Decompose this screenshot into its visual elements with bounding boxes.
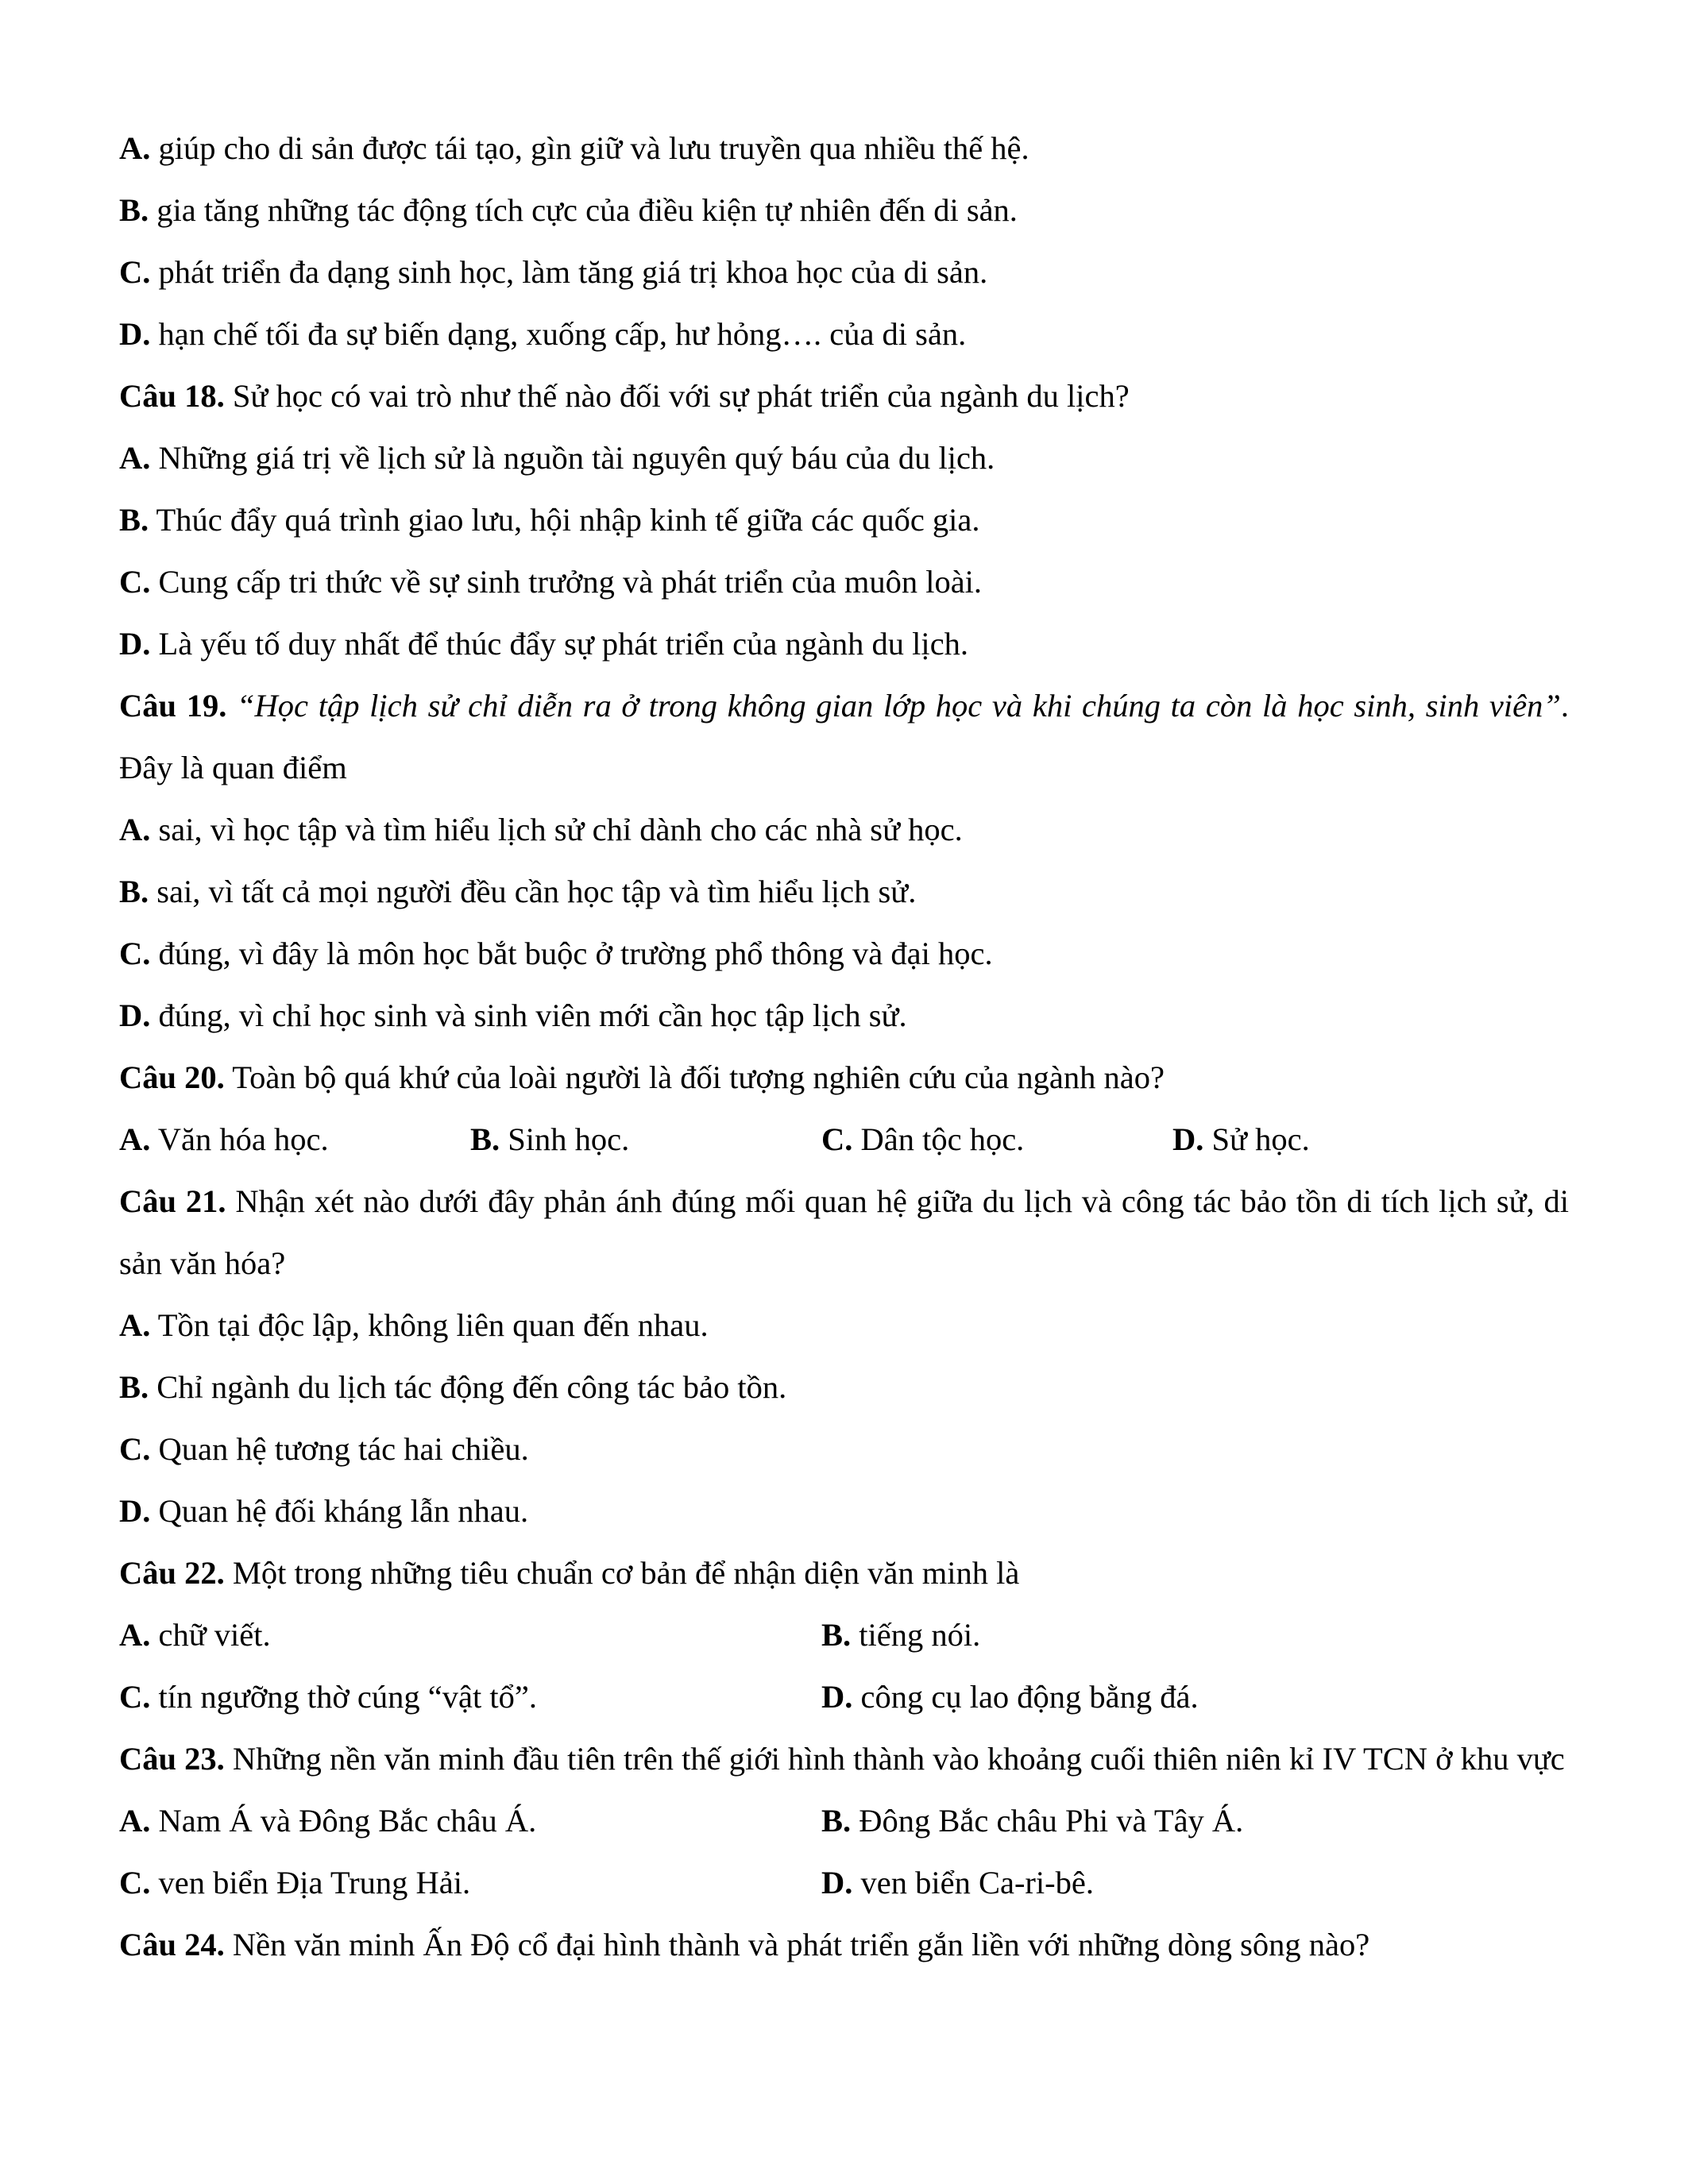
question-17-options xyxy=(119,118,1569,365)
option-c xyxy=(821,1109,1172,1171)
option-label: B. xyxy=(119,874,149,909)
option-label: C. xyxy=(119,1431,151,1467)
option-a xyxy=(119,799,1569,861)
option-text: tín ngưỡng thờ cúng “vật tổ”. xyxy=(158,1679,537,1715)
option-label: C. xyxy=(119,1865,151,1900)
option-b xyxy=(119,861,1569,923)
option-b xyxy=(119,179,1569,241)
option-label: C. xyxy=(119,254,151,290)
option-text: ven biển Ca-ri-bê. xyxy=(860,1865,1095,1900)
option-text: Cung cấp tri thức về sự sinh trưởng và phát triển của muôn loài. xyxy=(158,564,983,600)
question-19 xyxy=(119,675,1569,1047)
option-text: tiếng nói. xyxy=(859,1617,981,1653)
question-stem xyxy=(119,1171,1569,1295)
option-label: D. xyxy=(119,316,151,352)
option-text: Văn hóa học. xyxy=(157,1121,329,1157)
option-label: C. xyxy=(119,936,151,971)
option-a xyxy=(119,1790,821,1852)
question-number: Câu 24. xyxy=(119,1927,225,1962)
option-text: Quan hệ tương tác hai chiều. xyxy=(158,1431,529,1467)
question-text: . Đây là quan điểm xyxy=(119,688,1569,785)
option-d xyxy=(821,1852,1524,1914)
option-a xyxy=(119,1295,1569,1356)
question-22 xyxy=(119,1542,1569,1728)
option-label: B. xyxy=(119,1369,149,1405)
options-row xyxy=(119,1852,1569,1914)
option-label: B. xyxy=(821,1617,852,1653)
question-number: Câu 22. xyxy=(119,1555,225,1591)
question-20 xyxy=(119,1047,1569,1171)
question-text: Nền văn minh Ấn Độ cổ đại hình thành và phát triển gắn liền với những dòng sông nào? xyxy=(232,1927,1370,1962)
question-text: Sử học có vai trò như thế nào đối với sự phát triển của ngành du lịch? xyxy=(232,378,1130,414)
option-text: giúp cho di sản được tái tạo, gìn giữ và lưu truyền qua nhiều thế hệ. xyxy=(158,130,1029,166)
question-stem xyxy=(119,1542,1569,1604)
option-text: Nam Á và Đông Bắc châu Á. xyxy=(158,1803,537,1839)
option-c xyxy=(119,923,1569,985)
option-text: sai, vì học tập và tìm hiểu lịch sử chỉ dành cho các nhà sử học. xyxy=(158,812,963,847)
option-c xyxy=(119,1666,821,1728)
option-text: Tồn tại độc lập, không liên quan đến nhau. xyxy=(157,1307,709,1343)
option-text: đúng, vì đây là môn học bắt buộc ở trường phổ thông và đại học. xyxy=(158,936,993,971)
option-b xyxy=(470,1109,821,1171)
option-label: B. xyxy=(119,192,149,228)
option-label: D. xyxy=(119,1493,151,1529)
document-page xyxy=(119,118,1569,1976)
option-a xyxy=(119,1109,470,1171)
option-c xyxy=(119,551,1569,613)
question-text: Một trong những tiêu chuẩn cơ bản để nhận diện văn minh là xyxy=(232,1555,1020,1591)
option-d xyxy=(119,985,1569,1047)
option-text: Sử học. xyxy=(1211,1121,1310,1157)
options-row xyxy=(119,1666,1569,1728)
question-number: Câu 19. xyxy=(119,688,227,723)
option-a xyxy=(119,427,1569,489)
option-label: D. xyxy=(1172,1121,1204,1157)
option-text: chữ viết. xyxy=(158,1617,271,1653)
option-text: phát triển đa dạng sinh học, làm tăng giá trị khoa học của di sản. xyxy=(158,254,988,290)
question-stem xyxy=(119,675,1569,799)
option-text: sai, vì tất cả mọi người đều cần học tập và tìm hiểu lịch sử. xyxy=(156,874,917,909)
question-18 xyxy=(119,365,1569,675)
option-b xyxy=(821,1604,1524,1666)
option-label: C. xyxy=(119,1679,151,1715)
question-text: Toàn bộ quá khứ của loài người là đối tượng nghiên cứu của ngành nào? xyxy=(232,1059,1165,1095)
option-label: C. xyxy=(119,564,151,600)
option-b xyxy=(119,489,1569,551)
option-text: hạn chế tối đa sự biến dạng, xuống cấp, hư hỏng…. của di sản. xyxy=(158,316,967,352)
option-c xyxy=(119,1418,1569,1480)
option-label: D. xyxy=(119,626,151,662)
option-label: D. xyxy=(119,997,151,1033)
option-label: A. xyxy=(119,440,151,476)
option-label: B. xyxy=(119,502,149,538)
question-text: Những nền văn minh đầu tiên trên thế giới hình thành vào khoảng cuối thiên niên kỉ IV TCN ở khu vực xyxy=(232,1741,1565,1777)
question-text: Nhận xét nào dưới đây phản ánh đúng mối quan hệ giữa du lịch và công tác bảo tồn di tích lịch sử, di sản văn hóa? xyxy=(119,1183,1570,1281)
option-text: Chỉ ngành du lịch tác động đến công tác bảo tồn. xyxy=(156,1369,787,1405)
question-number: Câu 20. xyxy=(119,1059,225,1095)
options-row xyxy=(119,1790,1569,1852)
option-label: A. xyxy=(119,130,151,166)
question-number: Câu 23. xyxy=(119,1741,225,1777)
question-number: Câu 18. xyxy=(119,378,225,414)
option-c xyxy=(119,1852,821,1914)
options-row xyxy=(119,1604,1569,1666)
option-label: A. xyxy=(119,1617,151,1653)
option-text: Thúc đẩy quá trình giao lưu, hội nhập kinh tế giữa các quốc gia. xyxy=(156,502,980,538)
option-label: C. xyxy=(821,1121,853,1157)
option-a xyxy=(119,1604,821,1666)
option-text: Là yếu tố duy nhất để thúc đẩy sự phát triển của ngành du lịch. xyxy=(158,626,969,662)
option-label: A. xyxy=(119,1121,151,1157)
option-a xyxy=(119,118,1569,179)
option-text: Quan hệ đối kháng lẫn nhau. xyxy=(158,1493,529,1529)
question-stem xyxy=(119,1914,1569,1976)
option-b xyxy=(821,1790,1524,1852)
question-stem xyxy=(119,1047,1569,1109)
option-label: A. xyxy=(119,1307,151,1343)
option-d xyxy=(821,1666,1524,1728)
option-label: D. xyxy=(821,1865,853,1900)
question-24 xyxy=(119,1914,1569,1976)
option-text: Đông Bắc châu Phi và Tây Á. xyxy=(859,1803,1244,1839)
question-stem xyxy=(119,365,1569,427)
option-text: gia tăng những tác động tích cực của điều kiện tự nhiên đến di sản. xyxy=(156,192,1018,228)
option-text: Dân tộc học. xyxy=(860,1121,1025,1157)
question-stem xyxy=(119,1728,1569,1790)
question-number: Câu 21. xyxy=(119,1183,226,1219)
option-text: đúng, vì chỉ học sinh và sinh viên mới cần học tập lịch sử. xyxy=(158,997,907,1033)
option-text: Những giá trị về lịch sử là nguồn tài nguyên quý báu của du lịch. xyxy=(158,440,995,476)
option-c xyxy=(119,241,1569,303)
option-text: Sinh học. xyxy=(508,1121,630,1157)
option-label: D. xyxy=(821,1679,853,1715)
option-label: B. xyxy=(821,1803,852,1839)
option-b xyxy=(119,1356,1569,1418)
option-d xyxy=(1172,1109,1524,1171)
option-label: B. xyxy=(470,1121,500,1157)
option-d xyxy=(119,613,1569,675)
option-label: A. xyxy=(119,1803,151,1839)
option-text: công cụ lao động bằng đá. xyxy=(860,1679,1199,1715)
question-21 xyxy=(119,1171,1569,1542)
option-text: ven biển Địa Trung Hải. xyxy=(158,1865,471,1900)
option-d xyxy=(119,303,1569,365)
question-23 xyxy=(119,1728,1569,1914)
option-label: A. xyxy=(119,812,151,847)
options-row xyxy=(119,1109,1569,1171)
question-quote: “Học tập lịch sử chỉ diễn ra ở trong không gian lớp học và khi chúng ta còn là học sinh, sinh viên” xyxy=(237,688,1561,723)
option-d xyxy=(119,1480,1569,1542)
